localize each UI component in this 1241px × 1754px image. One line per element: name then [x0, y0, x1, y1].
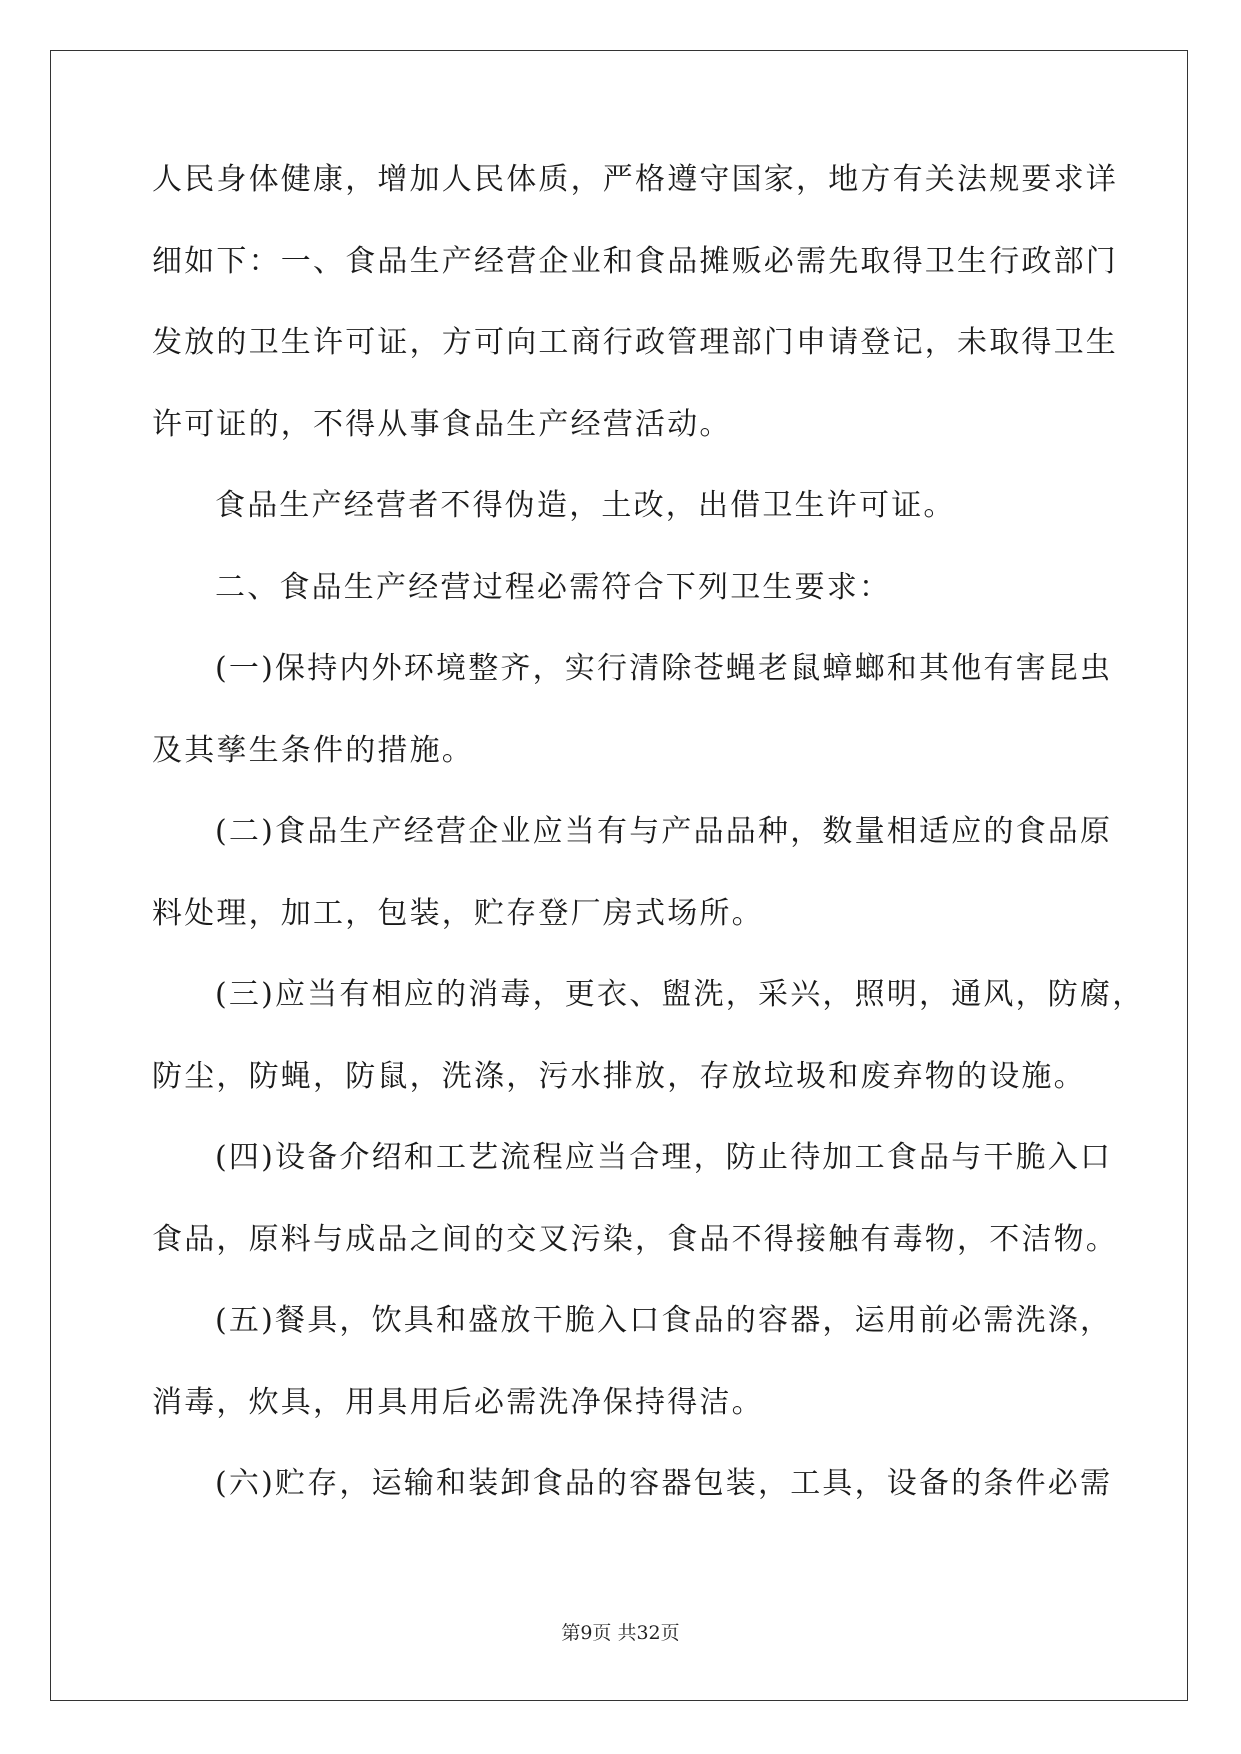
- text-line: 细如下：一、食品生产经营企业和食品摊贩必需先取得卫生行政部门: [152, 243, 1118, 279]
- text-line: 二、食品生产经营过程必需符合下列卫生要求：: [215, 569, 892, 605]
- text-line: 防尘，防蝇，防鼠，洗涤，污水排放，存放垃圾和废弃物的设施。: [152, 1058, 1086, 1094]
- text-line: (五)餐具，饮具和盛放干脆入口食品的容器，运用前必需洗涤，: [215, 1303, 1113, 1338]
- text-line: (一)保持内外环境整齐，实行清除苍蝇老鼠蟑螂和其他有害昆虫: [215, 651, 1113, 686]
- text-line: 料处理，加工，包装，贮存登厂房式场所。: [152, 895, 764, 931]
- document-body: [152, 160, 1145, 1546]
- text-line: 及其孳生条件的措施。: [152, 732, 474, 768]
- text-line: 人民身体健康，增加人民体质，严格遵守国家，地方有关法规要求详: [152, 162, 1118, 197]
- text-line: (三)应当有相应的消毒，更衣、盥洗，采兴，照明，通风，防腐，: [215, 977, 1145, 1012]
- text-line: 食品生产经营者不得伪造，土改，出借卫生许可证。: [215, 488, 956, 523]
- text-line: 许可证的，不得从事食品生产经营活动。: [152, 406, 732, 442]
- page-number-footer: 第9页 共32页: [561, 1622, 680, 1644]
- text-line: 食品，原料与成品之间的交叉污染，食品不得接触有毒物，不洁物。: [152, 1221, 1118, 1257]
- text-line: 消毒，炊具，用具用后必需洗净保持得洁。: [152, 1384, 764, 1420]
- text-line: (六)贮存，运输和装卸食品的容器包装，工具，设备的条件必需: [215, 1466, 1113, 1501]
- text-line: (四)设备介绍和工艺流程应当合理，防止待加工食品与干脆入口: [215, 1140, 1113, 1175]
- text-line: (二)食品生产经营企业应当有与产品品种，数量相适应的食品原: [215, 814, 1113, 849]
- text-line: 发放的卫生许可证，方可向工商行政管理部门申请登记，未取得卫生: [152, 325, 1118, 360]
